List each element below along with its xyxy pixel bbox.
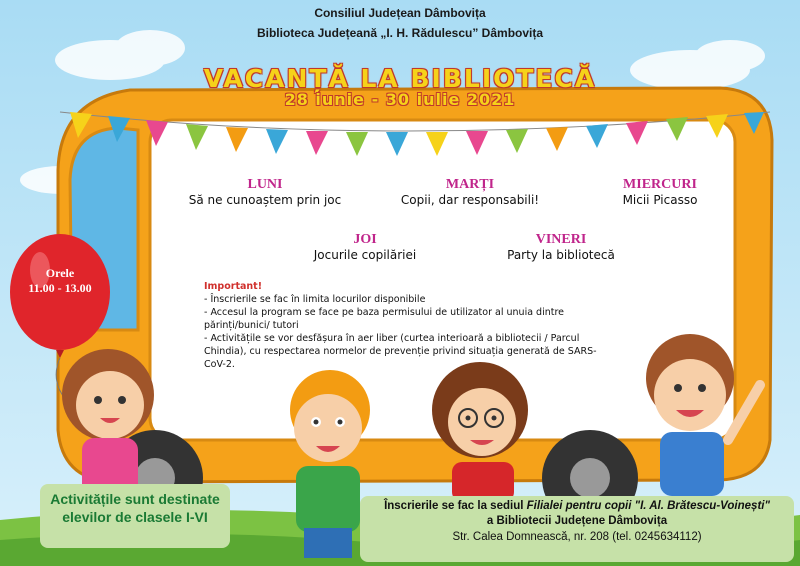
schedule-item-thursday [270, 232, 460, 262]
page-title: VACANȚĂ LA BIBLIOTECĂ [203, 64, 597, 93]
activity-label: Copii, dar responsabili! [400, 193, 540, 207]
event-dates: 28 iunie - 30 iulie 2021 [284, 90, 516, 109]
organization-line: Consiliul Județean Dâmbovița [314, 6, 486, 20]
day-label: MARȚI [445, 177, 495, 192]
registration-prefix: Înscrierile se fac la sediul [384, 500, 524, 512]
balloon-hours [12, 266, 108, 296]
schedule-item-monday [170, 177, 360, 207]
activity-label: Party la bibliotecă [507, 248, 615, 262]
day-label: MIERCURI [623, 177, 697, 192]
notice-heading: Important! [204, 281, 263, 292]
hours-value: 11.00 - 13.00 [28, 281, 92, 295]
registration-branch: Filialei pentru copii "I. Al. Brătescu-Voinești" [526, 500, 770, 512]
day-label: VINERI [535, 232, 587, 247]
notice-item: - Activitățile se vor desfășura în aer liber (curtea interioară a bibliotecii / Parcul Chindia), cu respectarea normelor de prevenție privind situația generată de SARS-CoV-2. [204, 333, 597, 370]
important-notice [204, 280, 614, 371]
day-label: LUNI [247, 177, 283, 192]
activity-label: Micii Picasso [622, 193, 698, 207]
library-line: Biblioteca Județeană „I. H. Rădulescu” Dâmbovița [256, 26, 544, 40]
registration-box [360, 496, 794, 562]
schedule-item-wednesday [570, 177, 750, 207]
schedule-item-tuesday [375, 177, 565, 207]
day-label: JOI [353, 232, 377, 247]
audience-box: Activitățile sunt destinate elevilor de clasele I-VI [40, 484, 230, 548]
notice-item: - Înscrierile se fac în limita locurilor disponibile [204, 294, 426, 305]
activity-label: Jocurile copilăriei [313, 248, 417, 262]
registration-library: a Bibliotecii Județene Dâmbovița [486, 515, 668, 527]
notice-item: - Accesul la program se face pe baza permisului de utilizator al unuia dintre părinți/bunici/ tutori [204, 307, 565, 331]
schedule-item-friday [466, 232, 656, 262]
hours-label: Orele [45, 266, 75, 280]
registration-address: Str. Calea Domnească, nr. 208 (tel. 0245634112) [452, 531, 702, 543]
activity-label: Să ne cunoaștem prin joc [188, 193, 342, 207]
